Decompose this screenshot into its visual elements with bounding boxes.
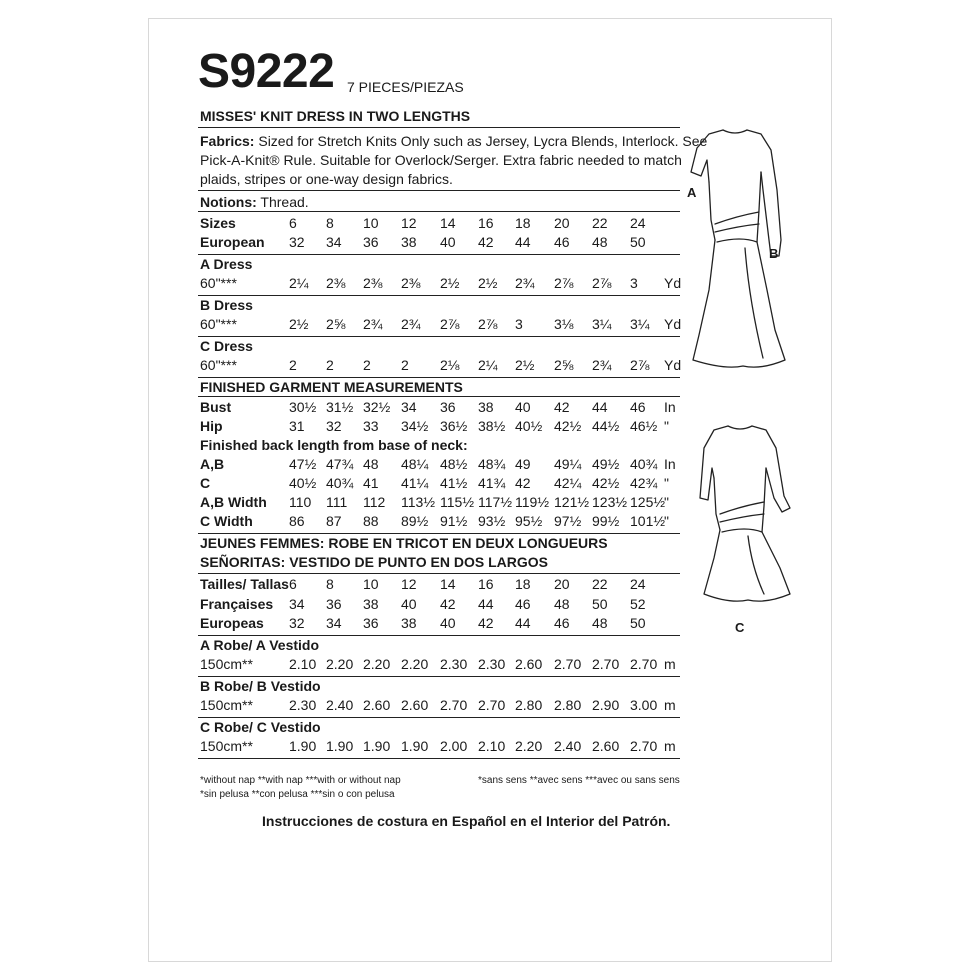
table-cell: 2⅝ <box>554 357 574 373</box>
table-cell: 40 <box>440 234 456 250</box>
table-cell: 44 <box>592 399 608 415</box>
table-cell: 44 <box>515 615 531 631</box>
row-label: Bust <box>200 399 232 415</box>
table-cell: 40½ <box>515 418 543 434</box>
table-cell: 32 <box>289 615 305 631</box>
table-cell: 47¾ <box>326 456 354 472</box>
unit-cell: m <box>664 697 676 713</box>
table-cell: 40 <box>401 596 417 612</box>
table-cell: 2 <box>326 357 334 373</box>
row-label: C <box>200 475 211 491</box>
table-cell: 16 <box>478 215 494 231</box>
table-cell: 2.60 <box>401 697 429 713</box>
table-cell: 49¼ <box>554 456 582 472</box>
unit-cell: " <box>664 475 669 491</box>
table-cell: 34½ <box>401 418 429 434</box>
table-cell: 2.80 <box>554 697 582 713</box>
table-cell: 32½ <box>363 399 391 415</box>
table-cell: 40½ <box>289 475 317 491</box>
table-cell: 1.90 <box>363 738 391 754</box>
table-cell: 2.20 <box>515 738 543 754</box>
table-cell: 40 <box>515 399 531 415</box>
divider <box>198 758 680 759</box>
table-cell: 2.70 <box>440 697 468 713</box>
unit-cell: m <box>664 738 676 754</box>
pattern-code: S9222 <box>198 45 335 98</box>
table-cell: 2.80 <box>515 697 543 713</box>
table-cell: 32 <box>326 418 342 434</box>
table-cell: 38 <box>478 399 494 415</box>
table-cell: 2.40 <box>554 738 582 754</box>
row-label: A,B <box>200 456 225 472</box>
table-cell: 22 <box>592 215 608 231</box>
table-cell: 40¾ <box>326 475 354 491</box>
table-cell: 2⅞ <box>440 316 460 332</box>
table-cell: 41¼ <box>401 475 429 491</box>
table-cell: 12 <box>401 576 417 592</box>
table-cell: 2.40 <box>326 697 354 713</box>
table-cell: 3.00 <box>630 697 658 713</box>
divider <box>198 573 680 574</box>
table-cell: 2⅜ <box>401 275 421 291</box>
unit-cell: In <box>664 399 676 415</box>
divider <box>198 717 680 718</box>
table-cell: 22 <box>592 576 608 592</box>
table-cell: 117½ <box>478 494 512 510</box>
divider <box>198 533 680 534</box>
french-title: JEUNES FEMMES: ROBE EN TRICOT EN DEUX LONGUEURS <box>200 535 608 551</box>
table-cell: 1.90 <box>401 738 429 754</box>
table-cell: 38 <box>401 234 417 250</box>
table-cell: 2⅜ <box>363 275 383 291</box>
table-cell: 2¾ <box>515 275 535 291</box>
table-cell: 48 <box>592 615 608 631</box>
fabrics-line-1 <box>200 132 707 151</box>
view-label-b: B <box>769 246 779 261</box>
table-cell: 32 <box>289 234 305 250</box>
divider <box>198 676 680 677</box>
table-cell: 2.60 <box>515 656 543 672</box>
footnote-en: *without nap **with nap ***with or without nap <box>200 775 401 786</box>
table-cell: 38 <box>401 615 417 631</box>
table-cell: 34 <box>289 596 305 612</box>
footnote-es: *sin pelusa **con pelusa ***sin o con pelusa <box>200 789 395 800</box>
table-cell: 110 <box>289 494 312 510</box>
table-cell: 2⅛ <box>440 357 460 373</box>
table-cell: 46½ <box>630 418 658 434</box>
footnote-fr: *sans sens **avec sens ***avec ou sans sens <box>478 775 680 786</box>
pieces-count: 7 PIECES/PIEZAS <box>347 79 464 95</box>
spanish-instructions-note: Instrucciones de costura en Español en el Interior del Patrón. <box>262 813 671 829</box>
table-cell: 42½ <box>554 418 582 434</box>
table-cell: 123½ <box>592 494 628 510</box>
table-cell: 2½ <box>478 275 498 291</box>
view-label-c: C <box>735 620 745 635</box>
row-label: Finished back length from base of neck: <box>200 437 468 453</box>
table-cell: 31 <box>289 418 305 434</box>
table-cell: 2⅜ <box>326 275 346 291</box>
table-cell: 2¾ <box>592 357 612 373</box>
table-cell: 44 <box>515 234 531 250</box>
divider <box>198 211 680 212</box>
table-cell: 2⅞ <box>592 275 612 291</box>
fabrics-text: Sized for Stretch Knits Only such as Jersey, Lycra Blends, Interlock. See <box>254 133 708 149</box>
table-cell: 34 <box>326 615 342 631</box>
table-cell: 36 <box>440 399 456 415</box>
row-label: C Width <box>200 513 253 529</box>
row-label: Tailles/ Tallas <box>200 576 289 592</box>
table-cell: 42 <box>515 475 531 491</box>
row-label: 60"*** <box>200 275 237 291</box>
table-cell: 49 <box>515 456 531 472</box>
row-label: 150cm** <box>200 738 253 754</box>
notions-line <box>200 193 309 212</box>
table-cell: 50 <box>592 596 608 612</box>
table-cell: 6 <box>289 576 297 592</box>
table-cell: 2½ <box>440 275 460 291</box>
table-cell: 119½ <box>515 494 549 510</box>
view-label-a: A <box>687 185 697 200</box>
table-cell: 1.90 <box>326 738 354 754</box>
divider <box>198 295 680 296</box>
table-cell: 36 <box>326 596 342 612</box>
table-cell: 42½ <box>592 475 620 491</box>
table-cell: 3⅛ <box>554 316 574 332</box>
table-cell: 112 <box>363 494 386 510</box>
table-cell: 99½ <box>592 513 620 529</box>
divider <box>198 127 680 128</box>
unit-cell: " <box>664 513 669 529</box>
table-cell: 2 <box>401 357 409 373</box>
unit-cell: In <box>664 456 676 472</box>
table-cell: 95½ <box>515 513 543 529</box>
table-cell: 8 <box>326 215 334 231</box>
fabrics-line-2: Pick-A-Knit® Rule. Suitable for Overlock/Serger. Extra fabric needed to match <box>200 152 682 168</box>
table-cell: 42¼ <box>554 475 582 491</box>
row-label: 60"*** <box>200 357 237 373</box>
table-cell: 2½ <box>515 357 535 373</box>
table-cell: 18 <box>515 576 531 592</box>
table-cell: 93½ <box>478 513 506 529</box>
row-label: Sizes <box>200 215 236 231</box>
table-cell: 34 <box>326 234 342 250</box>
unit-cell: Yd <box>664 275 682 291</box>
table-cell: 86 <box>289 513 305 529</box>
table-cell: 41¾ <box>478 475 506 491</box>
table-cell: 50 <box>630 615 646 631</box>
table-cell: 2½ <box>289 316 309 332</box>
table-cell: 12 <box>401 215 417 231</box>
notions-label: Notions: <box>200 194 257 210</box>
table-cell: 41 <box>363 475 379 491</box>
divider <box>198 396 680 397</box>
table-cell: 40 <box>440 615 456 631</box>
unit-cell: " <box>664 494 669 510</box>
table-cell: 87 <box>326 513 342 529</box>
table-cell: 36 <box>363 615 379 631</box>
table-cell: 46 <box>554 234 570 250</box>
divider <box>198 635 680 636</box>
table-cell: 2¼ <box>289 275 309 291</box>
table-cell: 42 <box>554 399 570 415</box>
table-cell: 91½ <box>440 513 468 529</box>
table-cell: 34 <box>401 399 417 415</box>
row-label: 60"*** <box>200 316 237 332</box>
table-cell: 48 <box>554 596 570 612</box>
table-cell: 38 <box>363 596 379 612</box>
table-cell: 20 <box>554 215 570 231</box>
table-cell: 2.70 <box>554 656 582 672</box>
table-cell: 36½ <box>440 418 468 434</box>
divider <box>198 190 680 191</box>
dress-illustration-c <box>690 418 810 618</box>
table-cell: 44 <box>478 596 494 612</box>
row-label: B Robe/ B Vestido <box>200 678 321 694</box>
table-cell: 2.20 <box>363 656 391 672</box>
table-cell: 2¾ <box>401 316 421 332</box>
table-cell: 2.60 <box>363 697 391 713</box>
table-cell: 3 <box>630 275 638 291</box>
table-cell: 52 <box>630 596 646 612</box>
table-cell: 48¾ <box>478 456 506 472</box>
table-cell: 41½ <box>440 475 468 491</box>
row-label: A Dress <box>200 256 253 272</box>
pattern-title: MISSES' KNIT DRESS IN TWO LENGTHS <box>200 108 471 124</box>
table-cell: 38½ <box>478 418 506 434</box>
table-cell: 24 <box>630 576 646 592</box>
table-cell: 20 <box>554 576 570 592</box>
table-cell: 2 <box>289 357 297 373</box>
row-label: 150cm** <box>200 697 253 713</box>
row-label: European <box>200 234 265 250</box>
row-label: A Robe/ A Vestido <box>200 637 320 653</box>
table-cell: 88 <box>363 513 379 529</box>
table-cell: 42¾ <box>630 475 658 491</box>
divider <box>198 377 680 378</box>
table-cell: 14 <box>440 576 456 592</box>
row-label: C Dress <box>200 338 253 354</box>
table-cell: 49½ <box>592 456 620 472</box>
table-cell: 2.70 <box>630 656 658 672</box>
table-cell: 2¾ <box>363 316 383 332</box>
table-cell: 33 <box>363 418 379 434</box>
unit-cell: Yd <box>664 316 682 332</box>
table-cell: 48¼ <box>401 456 429 472</box>
table-cell: 2.20 <box>326 656 354 672</box>
table-cell: 50 <box>630 234 646 250</box>
unit-cell: m <box>664 656 676 672</box>
table-cell: 2⅞ <box>478 316 498 332</box>
table-cell: 24 <box>630 215 646 231</box>
row-label: B Dress <box>200 297 253 313</box>
table-cell: 48 <box>592 234 608 250</box>
table-cell: 46 <box>554 615 570 631</box>
table-cell: 42 <box>478 615 494 631</box>
row-label: Europeas <box>200 615 264 631</box>
table-cell: 44½ <box>592 418 620 434</box>
table-cell: 2.10 <box>289 656 317 672</box>
table-cell: 18 <box>515 215 531 231</box>
table-cell: 2.00 <box>440 738 468 754</box>
finished-measurements-title: FINISHED GARMENT MEASUREMENTS <box>200 379 463 395</box>
table-cell: 10 <box>363 576 379 592</box>
table-cell: 47½ <box>289 456 317 472</box>
table-cell: 2.70 <box>592 656 620 672</box>
table-cell: 3¼ <box>630 316 650 332</box>
row-label: A,B Width <box>200 494 267 510</box>
table-cell: 97½ <box>554 513 582 529</box>
table-cell: 31½ <box>326 399 354 415</box>
table-cell: 115½ <box>440 494 474 510</box>
table-cell: 2.10 <box>478 738 506 754</box>
table-cell: 2.90 <box>592 697 620 713</box>
table-cell: 42 <box>440 596 456 612</box>
table-cell: 36 <box>363 234 379 250</box>
table-cell: 2.30 <box>440 656 468 672</box>
table-cell: 48 <box>363 456 379 472</box>
table-cell: 2.20 <box>401 656 429 672</box>
fabrics-line-3: plaids, stripes or one-way design fabrics. <box>200 171 453 187</box>
spanish-title: SEÑORITAS: VESTIDO DE PUNTO EN DOS LARGOS <box>200 554 548 570</box>
dress-illustration-ab <box>685 120 805 380</box>
table-cell: 3 <box>515 316 523 332</box>
table-cell: 2.60 <box>592 738 620 754</box>
table-cell: 113½ <box>401 494 435 510</box>
table-cell: 1.90 <box>289 738 317 754</box>
fabrics-label: Fabrics: <box>200 133 255 149</box>
table-cell: 30½ <box>289 399 317 415</box>
notions-value: Thread. <box>256 194 309 210</box>
table-cell: 2.30 <box>478 656 506 672</box>
table-cell: 2⅞ <box>630 357 650 373</box>
table-cell: 2.70 <box>478 697 506 713</box>
table-cell: 2.30 <box>289 697 317 713</box>
divider <box>198 336 680 337</box>
row-label: Françaises <box>200 596 274 612</box>
table-cell: 8 <box>326 576 334 592</box>
table-cell: 14 <box>440 215 456 231</box>
unit-cell: Yd <box>664 357 682 373</box>
table-cell: 121½ <box>554 494 590 510</box>
table-cell: 2 <box>363 357 371 373</box>
table-cell: 46 <box>515 596 531 612</box>
table-cell: 2.70 <box>630 738 658 754</box>
unit-cell: " <box>664 418 669 434</box>
table-cell: 2¼ <box>478 357 498 373</box>
table-cell: 40¾ <box>630 456 658 472</box>
row-label: 150cm** <box>200 656 253 672</box>
table-cell: 42 <box>478 234 494 250</box>
table-cell: 16 <box>478 576 494 592</box>
row-label: Hip <box>200 418 223 434</box>
row-label: C Robe/ C Vestido <box>200 719 321 735</box>
table-cell: 2⅝ <box>326 316 346 332</box>
table-cell: 6 <box>289 215 297 231</box>
table-cell: 101½ <box>630 513 666 529</box>
table-cell: 48½ <box>440 456 468 472</box>
table-cell: 10 <box>363 215 379 231</box>
table-cell: 46 <box>630 399 646 415</box>
table-cell: 125½ <box>630 494 666 510</box>
divider <box>198 254 680 255</box>
table-cell: 3¼ <box>592 316 612 332</box>
table-cell: 89½ <box>401 513 429 529</box>
table-cell: 111 <box>326 494 348 510</box>
table-cell: 2⅞ <box>554 275 574 291</box>
